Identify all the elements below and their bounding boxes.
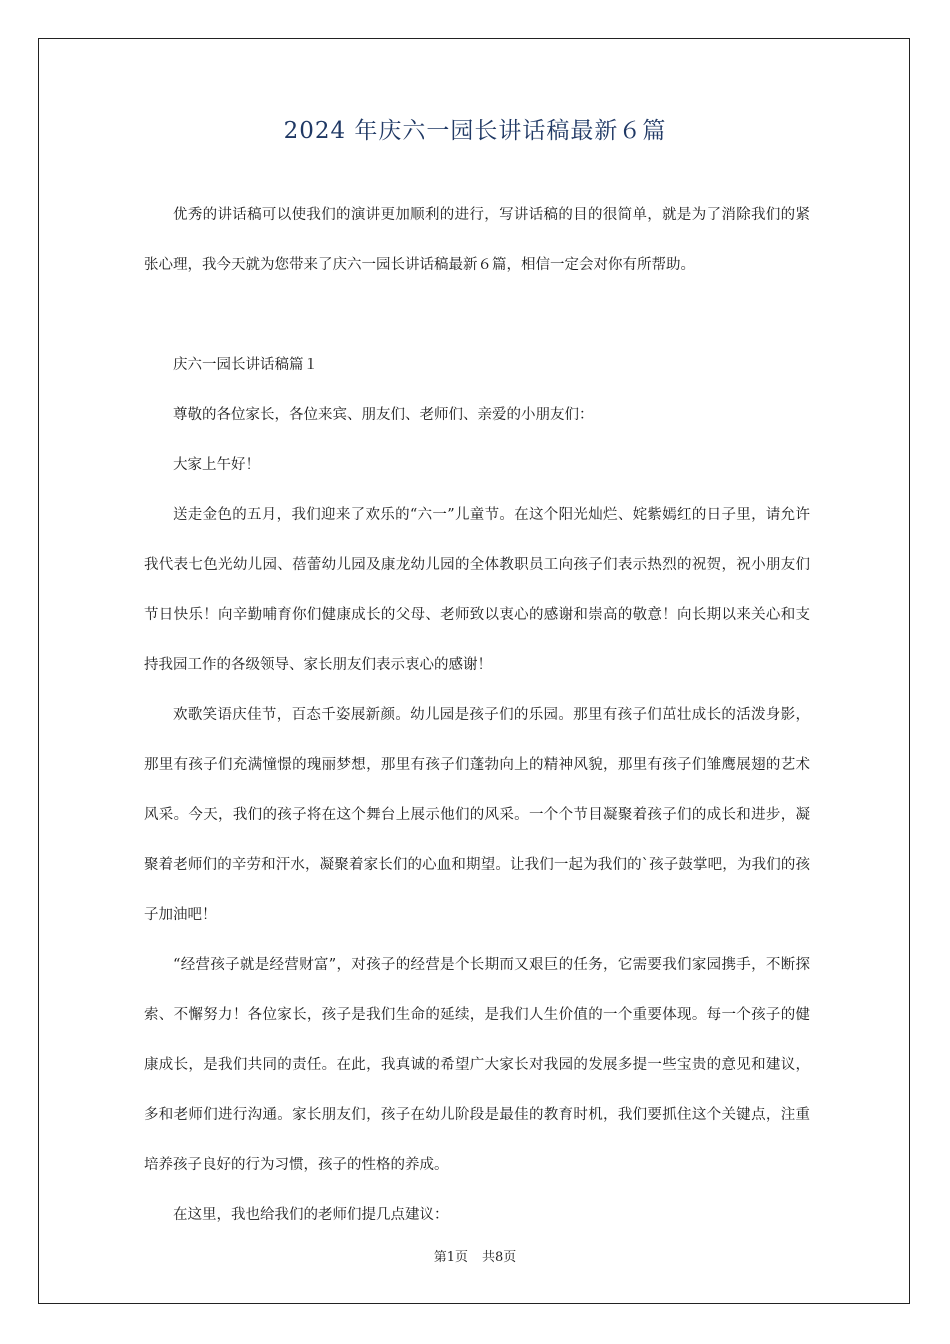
speech-content [144,340,810,1240]
body-paragraph: 送走金色的五月，我们迎来了欢乐的“六一”儿童节。在这个阳光灿烂、姹紫嫣红的日子里，请允许我代表七色光幼儿园、蓓蕾幼儿园及康龙幼儿园的全体教职员工向孩子们表示热烈的祝贺，祝小朋友们节日快乐！向辛勤哺育你们健康成长的父母、老师致以衷心的感谢和崇高的敬意！向长期以来关心和支持我园工作的各级领导、家长朋友们表示衷心的感谢！ [144,507,810,673]
document-title: 2024 年庆六一园长讲话稿最新６篇 [283,118,667,144]
intro-block [144,190,810,290]
page-number-current: 第1页 [433,1250,468,1265]
page-footer [0,1246,950,1265]
body-paragraph: “经营孩子就是经营财富”，对孩子的经营是个长期而又艰巨的任务，它需要我们家园携手，不断探索、不懈努力！各位家长，孩子是我们生命的延续，是我们人生价值的一个重要体现。每一个孩子的健康成长，是我们共同的责任。在此，我真诚的希望广大家长对我园的发展多提一些宝贵的意见和建议，多和老师们进行沟通。家长朋友们，孩子在幼儿阶段是最佳的教育时机，我们要抓住这个关键点，注重培养孩子良好的行为习惯，孩子的性格的养成。 [144,957,810,1173]
body-paragraph: 欢歌笑语庆佳节，百态千姿展新颜。幼儿园是孩子们的乐园。那里有孩子们茁壮成长的活泼身影，那里有孩子们充满憧憬的瑰丽梦想，那里有孩子们蓬勃向上的精神风貌，那里有孩子们雏鹰展翅的艺术风采。今天，我们的孩子将在这个舞台上展示他们的风采。一个个节目凝聚着孩子们的成长和进步，凝聚着老师们的辛劳和汗水，凝聚着家长们的心血和期望。让我们一起为我们的`孩子鼓掌吧，为我们的孩子加油吧！ [144,707,810,923]
body-paragraph: 大家上午好！ [173,457,260,473]
body-paragraph: 尊敬的各位家长，各位来宾、朋友们、老师们、亲爱的小朋友们： [173,407,594,423]
section-heading: 庆六一园长讲话稿篇１ [173,357,318,373]
page-number-total: 共8页 [482,1250,517,1265]
intro-paragraph: 优秀的讲话稿可以使我们的演讲更加顺利的进行，写讲话稿的目的很简单，就是为了消除我们的紧张心理，我今天就为您带来了庆六一园长讲话稿最新６篇，相信一定会对你有所帮助。 [144,207,810,273]
body-paragraph: 在这里，我也给我们的老师们提几点建议： [173,1207,449,1223]
